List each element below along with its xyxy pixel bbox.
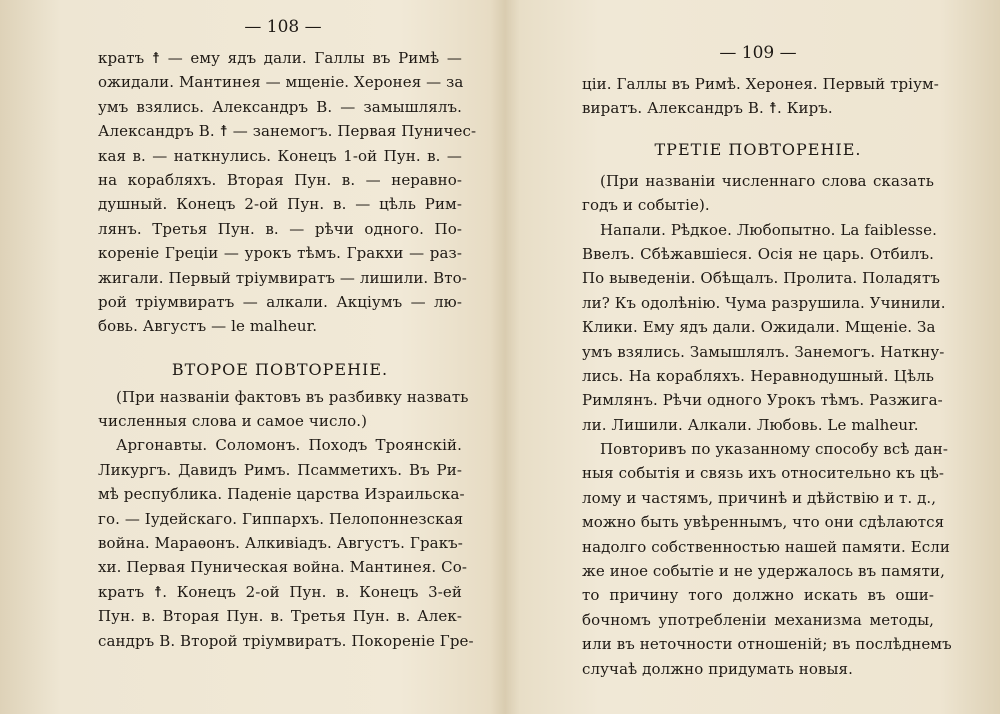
text-line: ли. Лишили. Алкали. Любовь. Le malheur. bbox=[582, 415, 919, 434]
text-line: (При названіи фактовъ въ разбивку назвать bbox=[116, 387, 469, 406]
text-line: можно быть увѣреннымъ, что они сдѣлаются bbox=[582, 513, 945, 532]
text-line: душный. Конецъ 2-ой Пун. в. — цѣль Рим- bbox=[98, 195, 462, 214]
text-line: бовь. Августъ — le malheur. bbox=[98, 317, 318, 336]
text-line: Александръ В. ☨ — занемогъ. Первая Пуничес- bbox=[98, 122, 477, 141]
text-line: умъ взялись. Замышлялъ. Занемогъ. Наткну- bbox=[582, 342, 945, 361]
text-line: ціи. Галлы въ Римѣ. Херонея. Первый тріум- bbox=[582, 75, 939, 93]
paragraph bbox=[582, 218, 946, 438]
text-line: ожидали. Мантинея — мщеніе. Херонея — за bbox=[98, 73, 464, 92]
text-line: бочномъ употребленіи механизма методы, bbox=[582, 610, 934, 629]
text-line: численныя слова и самое число.) bbox=[98, 412, 368, 431]
text-line: кратъ ☨ — ему ядъ дали. Галлы въ Римѣ — bbox=[98, 49, 462, 67]
text-line: кая в. — наткнулись. Конецъ 1-ой Пун. в. — bbox=[98, 146, 462, 165]
text-line: хи. Первая Пуническая война. Мантинея. Со- bbox=[98, 558, 468, 577]
paragraph bbox=[582, 72, 939, 121]
text-line: жигали. Первый тріумвиратъ — лишили. Вто- bbox=[98, 268, 467, 287]
text-line: го. — Іудейскаго. Гиппархъ. Пелопоннезская bbox=[98, 509, 464, 528]
text-line: сандръ В. Второй тріумвиратъ. Покореніе Гре- bbox=[98, 631, 474, 650]
page-number: — 109 — bbox=[719, 43, 797, 63]
text-line: Аргонавты. Соломонъ. Походъ Троянскій. bbox=[116, 436, 462, 455]
text-line: лянъ. Третья Пун. в. — рѣчи одного. По- bbox=[98, 219, 462, 238]
text-line: Римлянъ. Рѣчи одного Урокъ тѣмъ. Разжига- bbox=[582, 391, 943, 410]
paragraph bbox=[582, 437, 952, 681]
text-line: рой тріумвиратъ — алкали. Акціумъ — лю- bbox=[98, 292, 462, 311]
text-line: то причину того должно искать въ оши- bbox=[582, 586, 934, 605]
text-line: же иное событіе и не удержалось въ памяти, bbox=[582, 562, 945, 581]
text-line: случаѣ должно придумать новыя. bbox=[582, 659, 853, 678]
text-line: Ввелъ. Сбѣжавшіеся. Осія не царь. Отбилъ. bbox=[582, 244, 934, 263]
right-page bbox=[506, 0, 1000, 714]
text-line: (При названіи численнаго слова сказать bbox=[600, 171, 934, 190]
text-line: годъ и событіе). bbox=[582, 196, 710, 215]
text-line: мѣ республика. Паденіе царства Израильска- bbox=[98, 485, 465, 504]
text-line: виратъ. Александръ В. ☨. Киръ. bbox=[582, 99, 833, 118]
text-line: По выведеніи. Обѣщалъ. Пролита. Поладятъ bbox=[582, 269, 941, 288]
text-line: лому и частямъ, причинѣ и дѣйствію и т. д., bbox=[582, 488, 937, 507]
text-line: на корабляхъ. Вторая Пун. в. — неравно- bbox=[98, 170, 462, 189]
page-number: — 108 — bbox=[244, 17, 322, 37]
text-line: Клики. Ему ядъ дали. Ожидали. Мщеніе. За bbox=[582, 318, 936, 337]
text-line: кореніе Греціи — урокъ тѣмъ. Гракхи — раз- bbox=[98, 244, 462, 263]
text-line: война. Мараѳонъ. Алкивіадъ. Августъ. Гракъ- bbox=[98, 534, 463, 553]
text-line: Ликургъ. Давидъ Римъ. Псамметихъ. Въ Ри- bbox=[98, 460, 462, 479]
paragraph bbox=[98, 385, 469, 434]
text-line: Пун. в. Вторая Пун. в. Третья Пун. в. Алек- bbox=[98, 607, 462, 626]
text-line: Напали. Рѣдкое. Любопытно. La faiblesse. bbox=[600, 220, 937, 239]
text-line: ли? Къ одолѣнію. Чума разрушила. Учинили. bbox=[582, 293, 946, 312]
paragraph bbox=[582, 169, 934, 218]
text-line: ныя событія и связь ихъ относительно къ цѣ- bbox=[582, 464, 945, 483]
text-line: кратъ ☨. Конецъ 2-ой Пун. в. Конецъ 3-ей bbox=[98, 582, 462, 601]
paragraph bbox=[98, 46, 477, 339]
text-line: лись. На корабляхъ. Неравнодушный. Цѣль bbox=[582, 366, 934, 385]
text-line: надолго собственностью нашей памяти. Если bbox=[582, 537, 951, 556]
paragraph bbox=[98, 433, 474, 653]
text-line: умъ взялись. Александръ В. — замышлялъ. bbox=[98, 97, 462, 116]
text-line: или въ неточности отношеній; въ послѣднемъ bbox=[582, 635, 952, 654]
section-heading: ТРЕТІЕ ПОВТОРЕНІЕ. bbox=[654, 139, 862, 159]
section-heading: ВТОРОЕ ПОВТОРЕНІЕ. bbox=[171, 359, 389, 379]
text-line: Повторивъ по указанному способу всѣ дан- bbox=[600, 440, 948, 459]
